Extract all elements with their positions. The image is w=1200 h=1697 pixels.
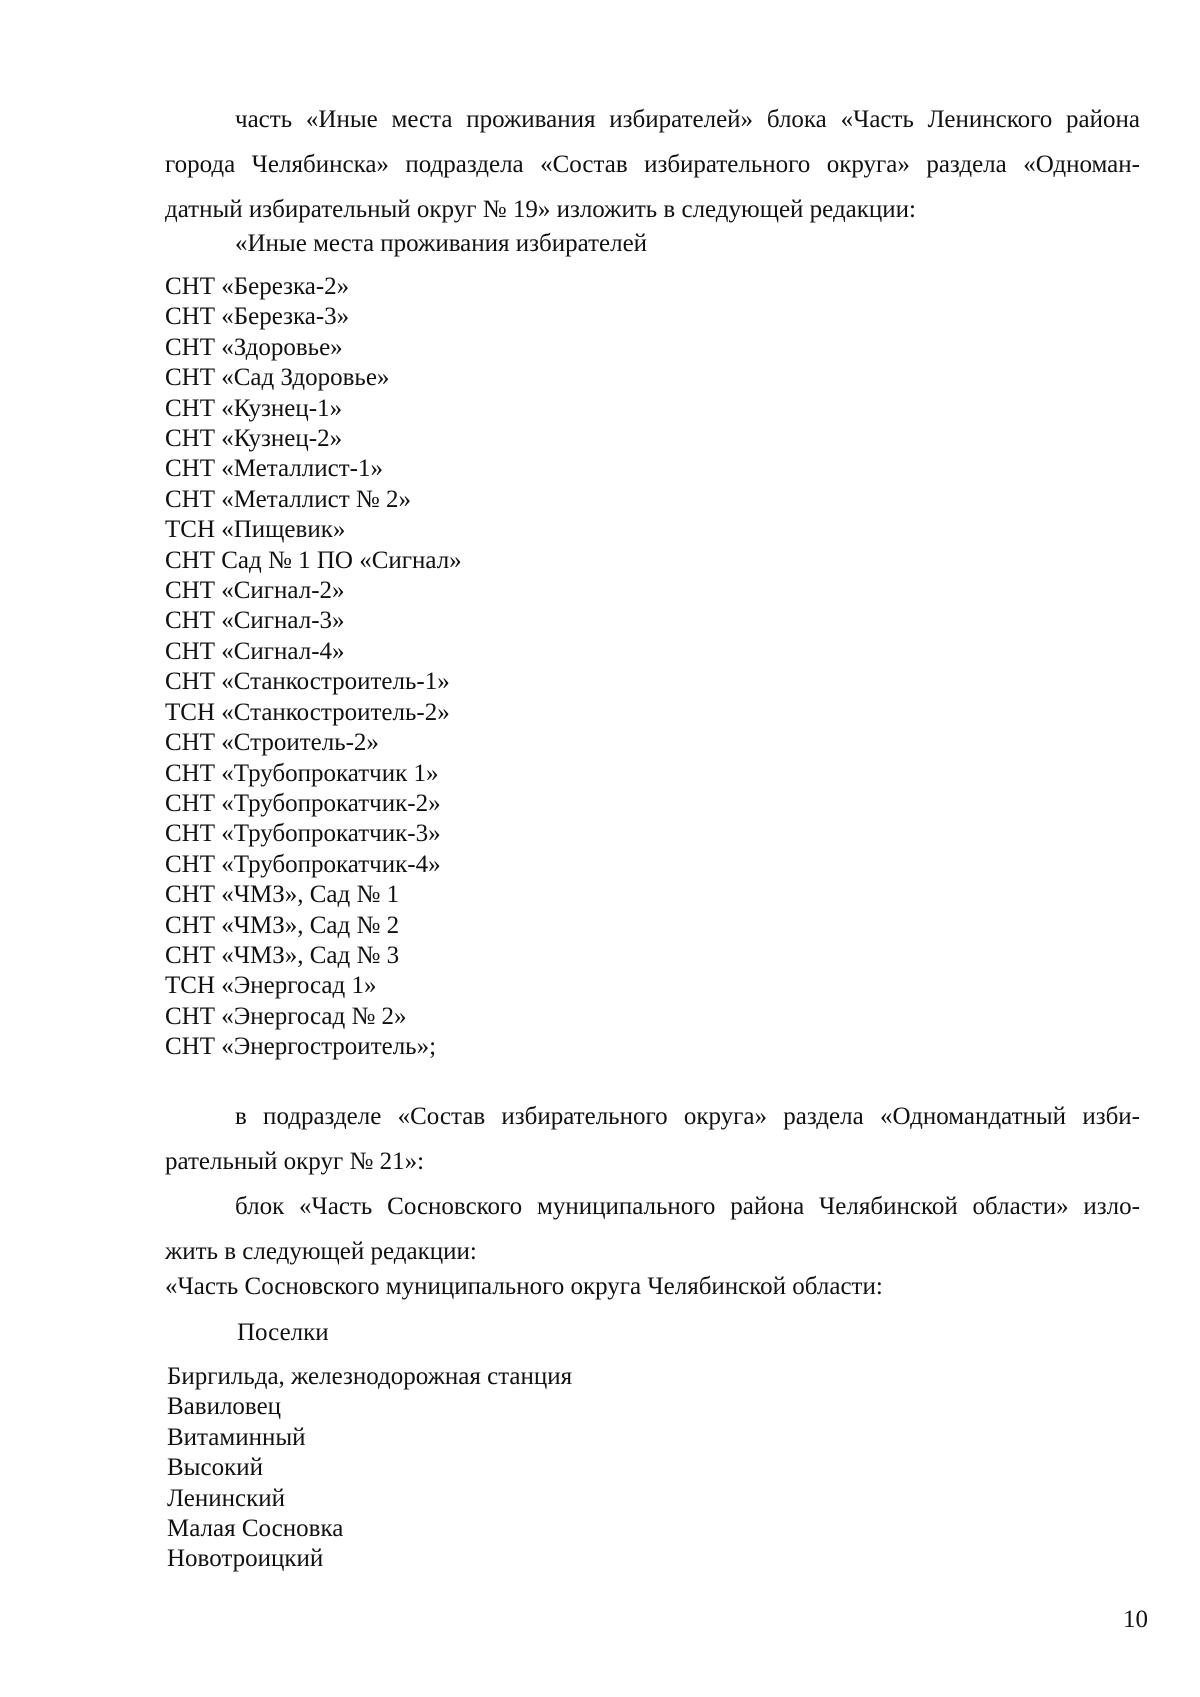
settlements-heading: Поселки	[237, 1319, 329, 1346]
other-places-heading: «Иные места проживания избирателей	[235, 230, 648, 257]
list-item: СНТ «Энергосад № 2»	[165, 1002, 407, 1030]
intro-line-3: датный избирательный округ № 19» изложить в следующей редакции:	[165, 196, 916, 223]
list-item: СНТ «Металлист № 2»	[165, 485, 411, 513]
list-item: Ленинский	[167, 1484, 286, 1512]
list-item: СНТ «Строитель-2»	[165, 729, 379, 757]
list-item: Новотроицкий	[167, 1545, 324, 1573]
list-item: СНТ «Сад Здоровье»	[165, 364, 390, 392]
intro-paragraph	[165, 97, 1140, 232]
list-item: СНТ «ЧМЗ», Сад № 3	[165, 941, 400, 969]
list-item: ТСН «Станкостроитель-2»	[165, 698, 450, 726]
list-item: СНТ «Сигнал-4»	[165, 637, 345, 665]
block-edit-paragraph	[165, 1184, 1140, 1274]
district-21-line-2: рательный округ № 21»:	[165, 1148, 425, 1175]
settlements-list	[167, 1362, 572, 1575]
list-item: СНТ «Трубопрокатчик 1»	[165, 759, 439, 787]
sosnovsky-heading: «Часть Сосновского муниципального округа Челябинской области:	[165, 1273, 883, 1300]
list-item: СНТ «Металлист-1»	[165, 455, 383, 483]
list-item: СНТ «Здоровье»	[165, 333, 343, 361]
list-item: ТСН «Пищевик»	[165, 516, 346, 544]
list-item: СНТ «Энергостроитель»;	[165, 1033, 437, 1061]
list-item: Вавиловец	[167, 1393, 282, 1421]
list-item: СНТ «Кузнец-2»	[165, 425, 343, 453]
list-item: СНТ «Кузнец-1»	[165, 394, 343, 422]
list-item: СНТ «Березка-3»	[165, 303, 350, 331]
places-list	[165, 272, 462, 1063]
page-number: 10	[1123, 1606, 1148, 1633]
list-item: СНТ «Березка-2»	[165, 273, 350, 300]
list-item: ТСН «Энергосад 1»	[165, 972, 377, 1000]
block-edit-line-1: блок «Часть Сосновского муниципального района Челябинской области» изло-	[235, 1193, 1140, 1220]
list-item: СНТ «Трубопрокатчик-4»	[165, 850, 441, 878]
list-item: СНТ «Трубопрокатчик-2»	[165, 789, 441, 817]
list-item: СНТ «Станкостроитель-1»	[165, 668, 450, 696]
list-item: СНТ «Трубопрокатчик-3»	[165, 820, 441, 848]
list-item: СНТ «ЧМЗ», Сад № 1	[165, 881, 400, 909]
block-edit-line-2: жить в следующей редакции:	[165, 1238, 477, 1265]
list-item: Витаминный	[167, 1423, 306, 1451]
list-item: СНТ «ЧМЗ», Сад № 2	[165, 911, 400, 939]
intro-line-2: города Челябинска» подраздела «Состав избирательного округа» раздела «Одноман-	[165, 151, 1140, 178]
list-item: Биргильда, железнодорожная станция	[167, 1363, 573, 1390]
district-21-paragraph	[165, 1094, 1140, 1184]
list-item: СНТ Сад № 1 ПО «Сигнал»	[165, 546, 462, 574]
list-item: СНТ «Сигнал-3»	[165, 607, 345, 635]
list-item: Высокий	[167, 1454, 263, 1482]
district-21-line-1: в подразделе «Состав избирательного округа» раздела «Одномандатный изби-	[235, 1103, 1140, 1130]
intro-line-1: часть «Иные места проживания избирателей» блока «Часть Ленинского района	[235, 106, 1140, 133]
list-item: СНТ «Сигнал-2»	[165, 577, 345, 605]
list-item: Малая Сосновка	[167, 1515, 344, 1543]
